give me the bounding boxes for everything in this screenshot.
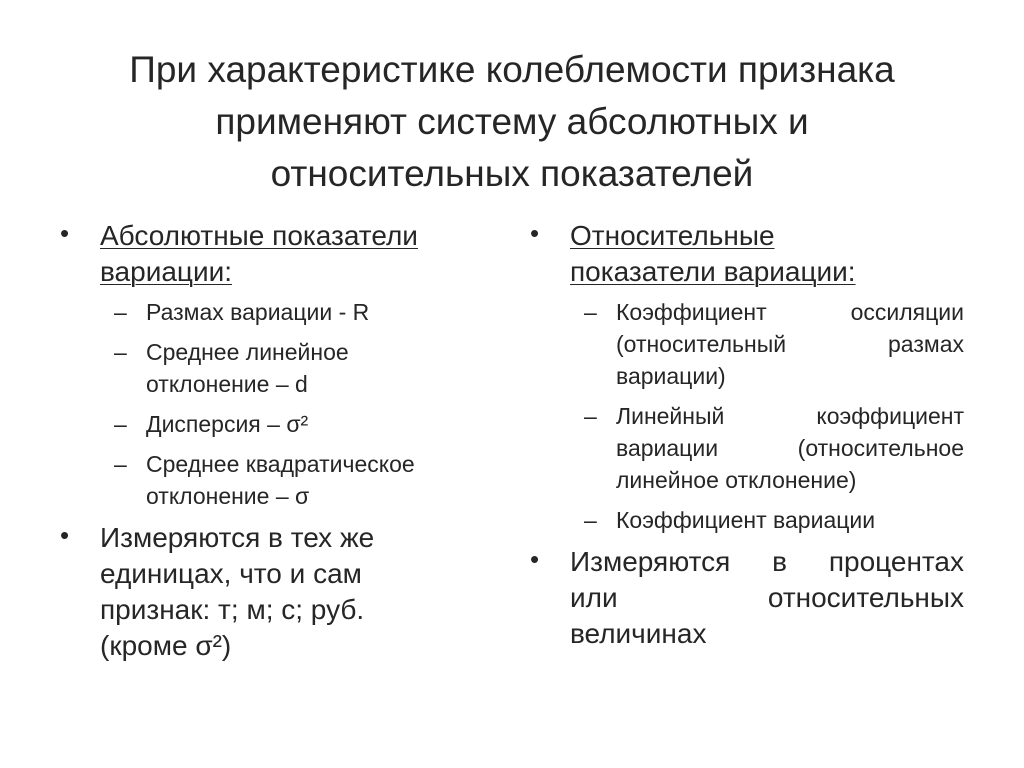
note-line: единицах, что и сам xyxy=(100,558,362,589)
bullet-icon: • xyxy=(60,520,70,550)
dash-icon: – xyxy=(584,507,597,533)
dash-icon: – xyxy=(114,299,127,325)
heading-line: Абсолютные показатели xyxy=(100,220,418,251)
item-line: вариации) xyxy=(616,363,726,389)
title-line: При характеристике колеблемости признака xyxy=(129,49,895,90)
bullet-icon: • xyxy=(530,544,540,574)
item-line: линейное отклонение) xyxy=(616,467,857,493)
title-line: применяют систему абсолютных и xyxy=(215,101,809,142)
right-column xyxy=(528,218,964,652)
absolute-indicators-heading xyxy=(58,218,490,290)
relative-units-note xyxy=(528,544,964,652)
note-line: или относительных xyxy=(570,582,964,613)
heading-line: показатели вариации: xyxy=(570,256,856,287)
bullet-icon: • xyxy=(530,218,540,248)
list-item xyxy=(58,448,490,512)
item-line: вариации (относительное xyxy=(616,435,964,461)
list-item xyxy=(528,400,964,496)
list-item xyxy=(528,504,964,536)
list-item xyxy=(58,408,490,440)
dash-icon: – xyxy=(584,299,597,325)
left-column xyxy=(58,218,490,664)
item-line: (относительный размах xyxy=(616,331,964,357)
list-item xyxy=(58,296,490,328)
item-line: отклонение – d xyxy=(146,371,308,397)
dash-icon: – xyxy=(114,339,127,365)
list-item xyxy=(528,296,964,392)
item-line: Линейный коэффициент xyxy=(616,403,964,429)
title-line: относительных показателей xyxy=(270,153,754,194)
dash-icon: – xyxy=(584,403,597,429)
absolute-indicators-list xyxy=(58,296,490,512)
absolute-units-note xyxy=(58,520,490,664)
bullet-icon: • xyxy=(60,218,70,248)
dash-icon: – xyxy=(114,411,127,437)
slide-title xyxy=(40,44,984,200)
item-line: Среднее квадратическое xyxy=(146,451,415,477)
heading-line: вариации: xyxy=(100,256,233,287)
item-line: отклонение – σ xyxy=(146,483,310,509)
note-line: (кроме σ²) xyxy=(100,630,232,661)
item-line: Коэффициент оссиляции xyxy=(616,299,964,325)
item-line: Размах вариации - R xyxy=(146,299,370,325)
relative-indicators-heading xyxy=(528,218,964,290)
item-line: Среднее линейное xyxy=(146,339,349,365)
note-line: признак: т; м; с; руб. xyxy=(100,594,365,625)
dash-icon: – xyxy=(114,451,127,477)
list-item xyxy=(58,336,490,400)
relative-indicators-list xyxy=(528,296,964,536)
heading-line: Относительные xyxy=(570,220,775,251)
note-line: Измеряются в тех же xyxy=(100,522,375,553)
item-line: Дисперсия – σ² xyxy=(146,411,309,437)
note-line: Измеряются в процентах xyxy=(570,546,964,577)
item-line: Коэффициент вариации xyxy=(616,507,876,533)
note-line: величинах xyxy=(570,618,707,649)
